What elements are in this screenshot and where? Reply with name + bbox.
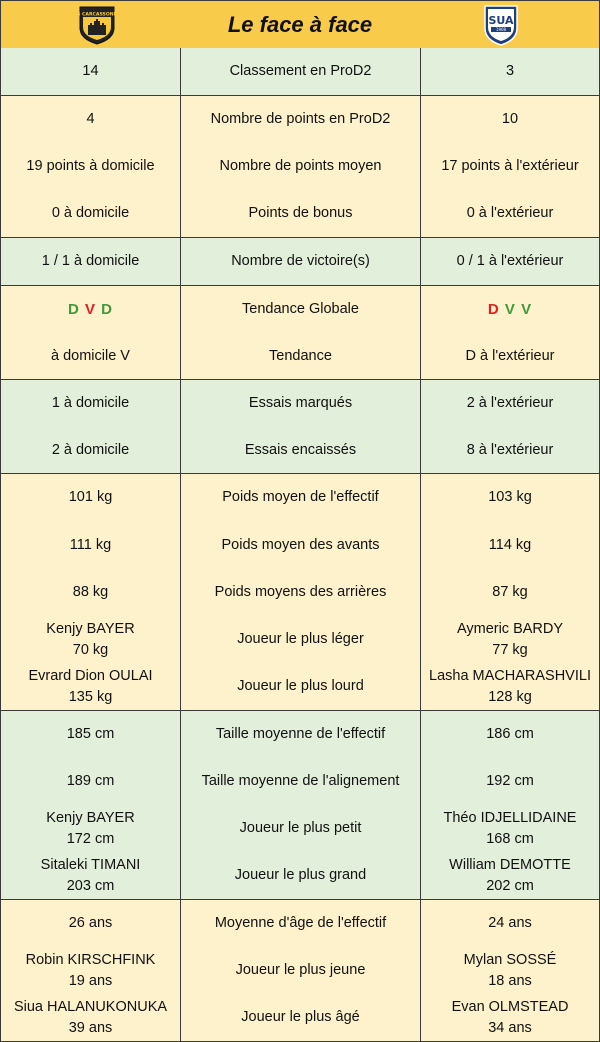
stat-label: Joueur le plus léger — [237, 631, 364, 647]
away-value: 0 / 1 à l'extérieur — [456, 253, 564, 269]
home-value: 1 / 1 à domicile — [41, 253, 140, 269]
home-value: 1 à domicile — [51, 395, 130, 411]
player-stat: 18 ans — [488, 972, 532, 989]
table-row — [1, 947, 599, 994]
table-row — [1, 758, 599, 805]
table-row — [1, 711, 599, 758]
sua-logo-icon — [483, 4, 519, 46]
stat-label: Poids moyens des arrières — [214, 584, 387, 600]
stat-label: Joueur le plus lourd — [237, 678, 364, 694]
home-value: 14 — [82, 63, 99, 79]
away-value: 2 à l'extérieur — [466, 395, 554, 411]
stat-label: Taille moyenne de l'alignement — [201, 773, 400, 789]
stat-label: Joueur le plus jeune — [235, 962, 366, 978]
stat-label: Joueur le plus petit — [239, 820, 362, 836]
away-value: 3 — [505, 63, 515, 79]
home-player — [1, 616, 180, 663]
away-value: 17 points à l'extérieur — [441, 158, 579, 174]
svg-text:US CARCASSONNE: US CARCASSONNE — [73, 12, 121, 18]
table-row — [1, 474, 599, 521]
stat-label: Tendance — [269, 348, 332, 364]
player-stat: 39 ans — [68, 1019, 113, 1036]
home-player — [1, 852, 180, 899]
player-name: Sitaleki TIMANI — [40, 856, 141, 873]
stat-label: Poids moyen de l'effectif — [222, 489, 379, 505]
form-result: D — [67, 301, 80, 318]
stat-label: Poids moyen des avants — [221, 537, 380, 553]
stat-label: Joueur le plus âgé — [241, 1009, 360, 1025]
stat-label: Classement en ProD2 — [229, 63, 372, 79]
away-player — [421, 663, 599, 710]
away-value: 186 cm — [486, 726, 534, 742]
player-name: William DEMOTTE — [449, 856, 571, 873]
home-value: 189 cm — [66, 773, 115, 789]
form-result: D — [487, 301, 500, 318]
stat-label: Tendance Globale — [242, 301, 359, 317]
home-value: 19 points à domicile — [26, 158, 155, 174]
player-name: Lasha MACHARASHVILI — [429, 667, 591, 684]
stat-label: Nombre de victoire(s) — [231, 253, 370, 269]
form-result: D — [101, 301, 114, 318]
away-player — [421, 852, 599, 899]
home-value: 88 kg — [72, 584, 109, 600]
player-name: Robin KIRSCHFINK — [25, 951, 156, 968]
away-form — [421, 286, 599, 333]
player-stat: 168 cm — [486, 830, 534, 847]
home-value: à domicile V — [51, 348, 130, 364]
away-value: 103 kg — [488, 489, 532, 505]
away-value: 24 ans — [488, 915, 532, 931]
stat-label: Essais marqués — [248, 395, 353, 411]
player-stat: 203 cm — [66, 877, 115, 894]
table-row — [1, 427, 599, 474]
player-stat: 202 cm — [486, 877, 534, 894]
table-row — [1, 190, 599, 237]
player-name: Théo IDJELLIDAINE — [443, 809, 577, 826]
table-row — [1, 238, 599, 285]
away-value: 10 — [501, 111, 519, 127]
table-row — [1, 805, 599, 852]
table-row — [1, 994, 599, 1041]
stat-label: Taille moyenne de l'effectif — [215, 726, 386, 742]
home-value: 26 ans — [68, 915, 113, 931]
table-row — [1, 900, 599, 947]
home-value: 0 à domicile — [51, 205, 130, 221]
home-player — [1, 947, 180, 994]
home-player — [1, 994, 180, 1041]
svg-text:1908: 1908 — [495, 27, 507, 32]
stat-label: Moyenne d'âge de l'effectif — [214, 915, 387, 931]
player-stat: 135 kg — [68, 688, 113, 705]
player-name: Aymeric BARDY — [456, 620, 564, 637]
stat-label: Nombre de points moyen — [219, 158, 382, 174]
player-name: Kenjy BAYER — [46, 809, 135, 826]
table-row — [1, 380, 599, 427]
home-value: 185 cm — [66, 726, 115, 742]
home-value: 101 kg — [68, 489, 113, 505]
table-row — [1, 286, 599, 333]
away-value: 8 à l'extérieur — [466, 442, 554, 458]
home-value: 4 — [86, 111, 95, 127]
form-result: V — [504, 301, 516, 318]
away-value: 87 kg — [492, 584, 528, 600]
player-name: Evan OLMSTEAD — [451, 998, 569, 1015]
stat-label: Nombre de points en ProD2 — [210, 111, 391, 127]
form-result: V — [521, 301, 533, 318]
player-name: Evrard Dion OULAI — [28, 667, 153, 684]
table-row — [1, 616, 599, 663]
stat-label: Points de bonus — [248, 205, 353, 221]
away-player — [421, 994, 599, 1041]
stat-label: Joueur le plus grand — [234, 867, 367, 883]
home-player — [1, 663, 180, 710]
player-stat: 77 kg — [492, 641, 528, 658]
table-row — [1, 569, 599, 616]
home-form — [1, 286, 180, 333]
page-title: Le face à face — [227, 12, 373, 37]
player-name: Siua HALANUKONUKA — [13, 998, 168, 1015]
away-value: 192 cm — [486, 773, 534, 789]
away-player — [421, 947, 599, 994]
home-value: 2 à domicile — [51, 442, 130, 458]
home-player — [1, 805, 180, 852]
player-stat: 70 kg — [72, 641, 109, 658]
table-row — [1, 96, 599, 143]
away-player — [421, 616, 599, 663]
home-value: 111 kg — [69, 537, 112, 553]
table-row — [1, 663, 599, 710]
carcassonne-logo-icon — [73, 4, 121, 46]
away-value: 114 kg — [488, 537, 532, 553]
svg-text:SUA: SUA — [488, 14, 514, 27]
away-value: 0 à l'extérieur — [466, 205, 554, 221]
table-header — [1, 1, 599, 49]
form-result: V — [84, 301, 96, 318]
player-stat: 172 cm — [66, 830, 115, 847]
player-name: Mylan SOSSÉ — [463, 951, 557, 968]
table-row — [1, 852, 599, 899]
player-name: Kenjy BAYER — [46, 620, 135, 637]
table-row — [1, 522, 599, 569]
away-form-letters — [488, 299, 532, 320]
player-stat: 34 ans — [488, 1019, 532, 1036]
stat-label: Essais encaissés — [244, 442, 357, 458]
away-player — [421, 805, 599, 852]
player-stat: 19 ans — [68, 972, 113, 989]
player-stat: 128 kg — [488, 688, 532, 705]
home-form-letters — [68, 299, 113, 320]
table-row — [1, 143, 599, 190]
away-value: D à l'extérieur — [465, 348, 555, 364]
table-row — [1, 48, 599, 95]
table-row — [1, 333, 599, 380]
